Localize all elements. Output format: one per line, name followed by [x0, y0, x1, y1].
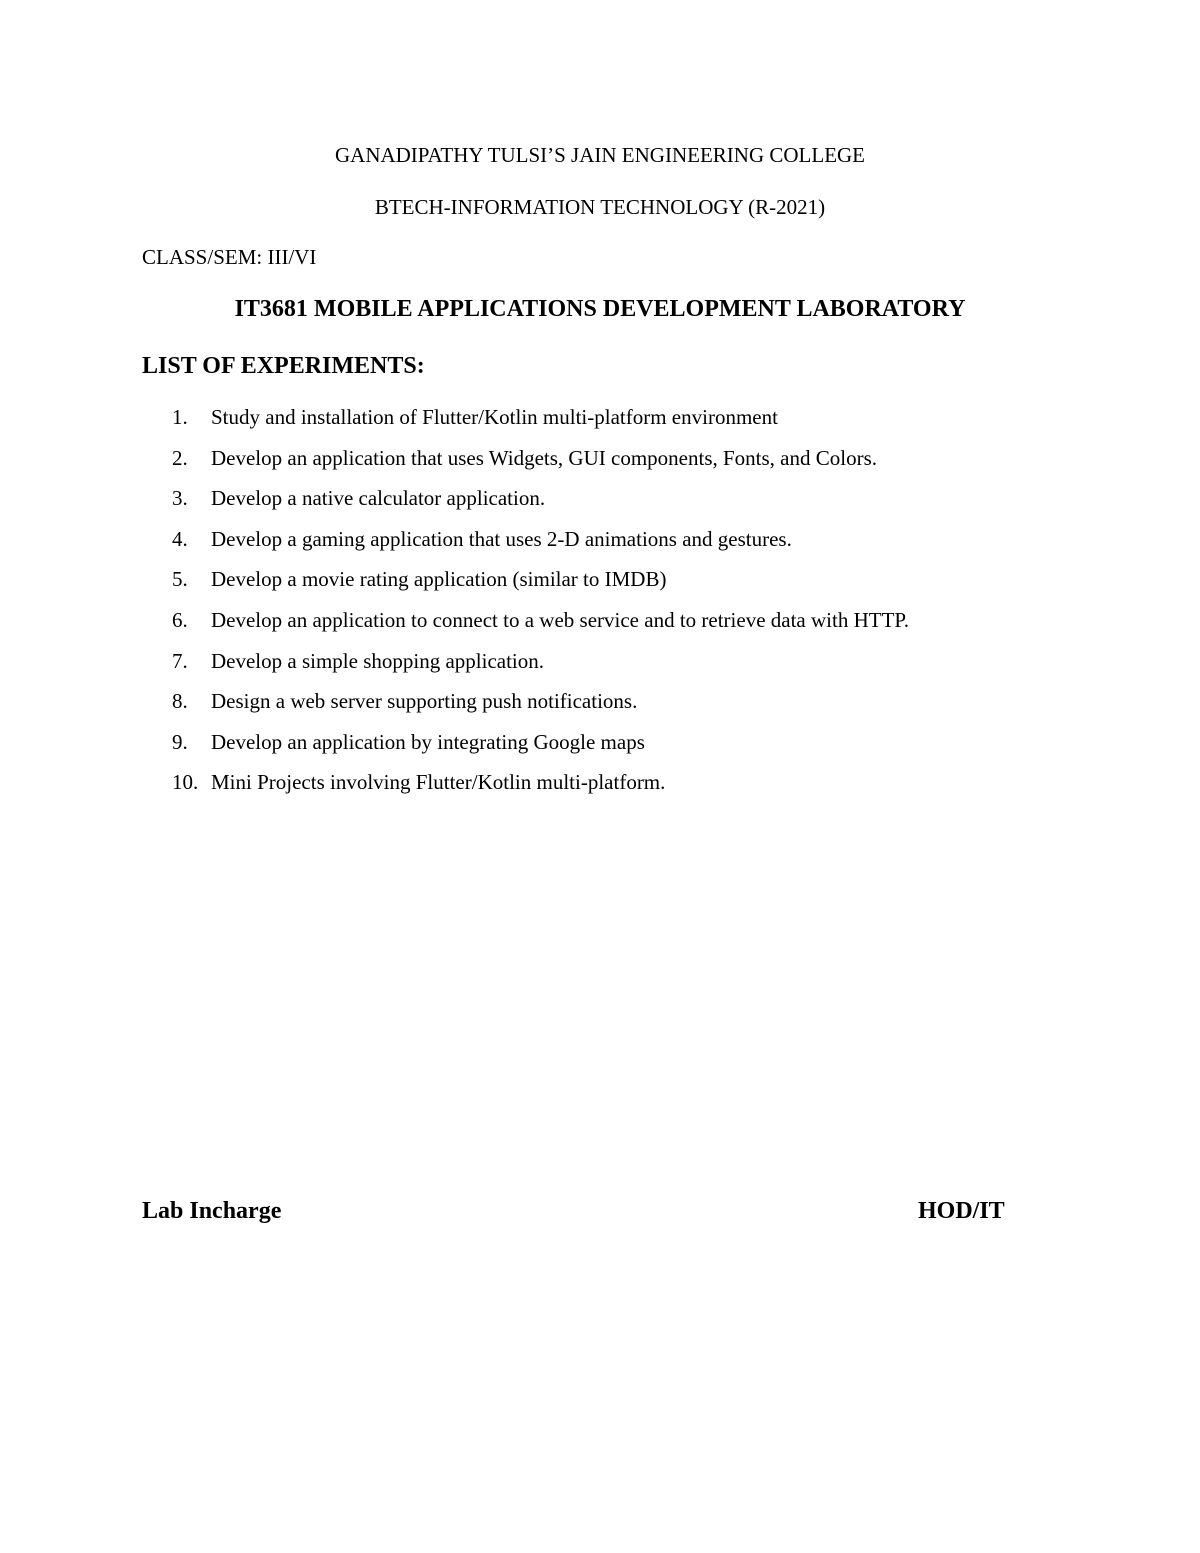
list-item-text: Develop a movie rating application (similar to IMDB) — [211, 567, 667, 592]
list-item-number: 1. — [172, 405, 188, 429]
list-item — [172, 770, 909, 811]
list-item-number: 7. — [172, 648, 188, 673]
list-item-number: 5. — [172, 567, 188, 592]
list-item-number: 6. — [172, 607, 188, 632]
list-item — [172, 486, 909, 527]
list-item-text: Develop an application to connect to a web service and to retrieve data with HTTP. — [211, 607, 910, 632]
list-item-text: Develop a simple shopping application. — [211, 648, 545, 673]
experiment-list — [172, 405, 909, 811]
course-title: IT3681 MOBILE APPLICATIONS DEVELOPMENT LABORATORY — [234, 296, 966, 322]
list-item-text: Mini Projects involving Flutter/Kotlin multi-platform. — [211, 770, 666, 795]
list-item-number: 10. — [172, 770, 199, 795]
experiments-heading: LIST OF EXPERIMENTS: — [142, 353, 425, 379]
list-item-text: Develop an application by integrating Google maps — [211, 729, 645, 754]
list-item — [172, 689, 909, 730]
program-name: BTECH-INFORMATION TECHNOLOGY (R-2021) — [374, 195, 826, 219]
list-item-text: Develop a native calculator application. — [211, 486, 546, 511]
hod-signature: HOD/IT — [918, 1198, 1005, 1224]
list-item-text: Design a web server supporting push notifications. — [211, 689, 638, 714]
list-item-number: 8. — [172, 689, 188, 714]
list-item-number: 3. — [172, 486, 188, 511]
list-item-text: Develop an application that uses Widgets, GUI components, Fonts, and Colors. — [211, 445, 878, 470]
lab-incharge-signature: Lab Incharge — [142, 1198, 282, 1224]
list-item-number: 2. — [172, 445, 188, 470]
list-item-text: Study and installation of Flutter/Kotlin multi-platform environment — [211, 405, 778, 429]
list-item — [172, 527, 909, 568]
list-item — [172, 649, 909, 690]
college-name: GANADIPATHY TULSI’S JAIN ENGINEERING COLLEGE — [334, 143, 866, 167]
list-item — [172, 730, 909, 771]
list-item — [172, 608, 909, 649]
list-item-text: Develop a gaming application that uses 2-D animations and gestures. — [211, 526, 792, 551]
class-semester: CLASS/SEM: III/VI — [142, 245, 317, 269]
list-item — [172, 446, 909, 487]
list-item — [172, 567, 909, 608]
list-item — [172, 405, 909, 446]
list-item-number: 9. — [172, 729, 188, 754]
list-item-number: 4. — [172, 526, 188, 551]
